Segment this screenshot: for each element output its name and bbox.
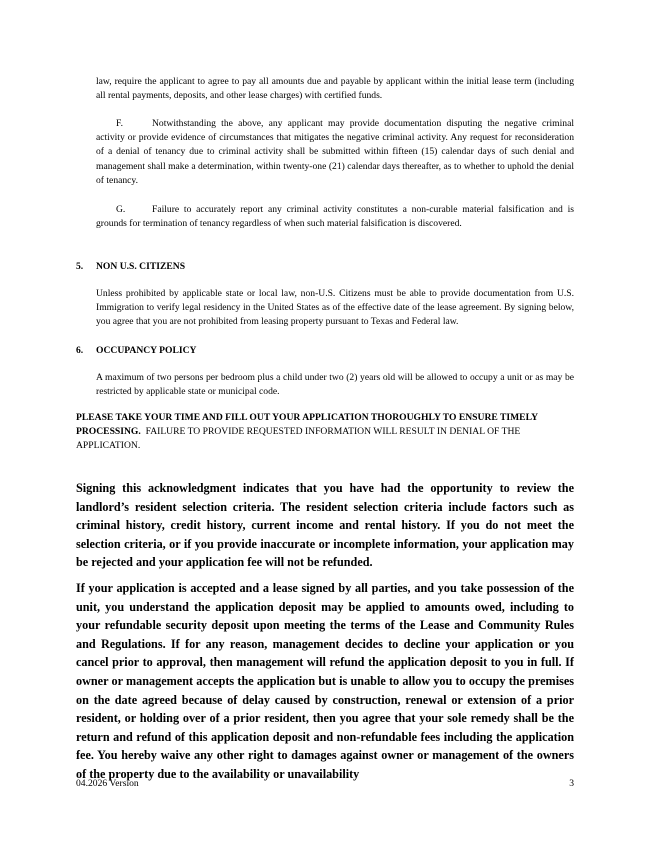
item-g-paragraph (96, 203, 574, 231)
footer-version: 04.2026 Version (76, 778, 139, 789)
application-notice (76, 411, 546, 454)
item-f-letter: F. (116, 118, 123, 129)
intro-paragraph: law, require the applicant to agree to pay all amounts due and payable by applicant within the initial lease term (including all rental payments, deposits, and other lease charges) with certified funds. (96, 76, 574, 102)
section-6-number: 6. (76, 345, 84, 356)
section-5-heading (76, 260, 185, 274)
section-6-heading (76, 344, 196, 358)
notice-regular-text: FAILURE TO PROVIDE REQUESTED INFORMATION WILL RESULT IN DENIAL OF THE APPLICATION. (76, 426, 521, 452)
section-6-paragraph: A maximum of two persons per bedroom plus a child under two (2) years old will be allowed to occupy a unit or as may be restricted by applicable state or municipal code. (96, 372, 574, 398)
item-f-paragraph (96, 117, 574, 188)
item-f-text: Notwithstanding the above, any applicant may provide documentation disputing the negative criminal activity or provide evidence of circumstances that mitigates the negative criminal activity. Any request for reconsideration of a denial of tenancy due to criminal activity shall be submitted within fifteen (15) calendar days of such denial and management shall make a determination, within twenty-one (21) calendar days thereafter, as to whether to uphold the denial of tenancy. (96, 118, 574, 186)
notice-bold-text: PLEASE TAKE YOUR TIME AND FILL OUT YOUR APPLICATION THOROUGHLY TO ENSURE TIMELY PROCESSING. (76, 412, 538, 438)
footer-page-number: 3 (569, 778, 574, 789)
section-5-title: NON U.S. CITIZENS (96, 261, 186, 272)
section-5-number: 5. (76, 261, 84, 272)
item-g-text: Failure to accurately report any criminal activity constitutes a non-curable material falsification and is grounds for termination of tenancy regardless of when such material falsification is discovered. (96, 204, 574, 230)
acknowledgment-paragraph: Signing this acknowledgment indicates that you have had the opportunity to review the landlord’s resident selection criteria. The resident selection criteria include factors such as criminal history, credit history, current income and rental history. If you do not meet the selection criteria, or if you provide inaccurate or incomplete information, your application may be rejected and your application fee will not be refunded. (76, 481, 574, 570)
section-5-paragraph: Unless prohibited by applicable state or local law, non-U.S. Citizens must be able to provide documentation from U.S. Immigration to verify legal residency in the United States as of the effective date of the lease agreement. By signing below, you agree that you are not prohibited from leasing property pursuant to Texas and Federal law. (96, 288, 574, 328)
item-g-letter: G. (116, 204, 126, 215)
deposit-paragraph: If your application is accepted and a lease signed by all parties, and you take possession of the unit, you understand the application deposit may be applied to amounts owed, including to your refundable security deposit upon meeting the terms of the Lease and Community Rules and Regulations. If for any reason, management decides to decline your application or you cancel prior to approval, then management will refund the application deposit to you in full. If owner or management accepts the application but is unable to allow you to occupy the premises on the date agreed because of delay caused by construction, renewal or extension of a prior resident, or holding over of a prior resident, then you agree that your sole remedy shall be the return and refund of this application deposit and non-refundable fees including the application fee. You hereby waive any other right to damages against owner or management of the owners of the property due to the availability or unavailability (76, 581, 574, 781)
section-6-title: OCCUPANCY POLICY (96, 345, 197, 356)
